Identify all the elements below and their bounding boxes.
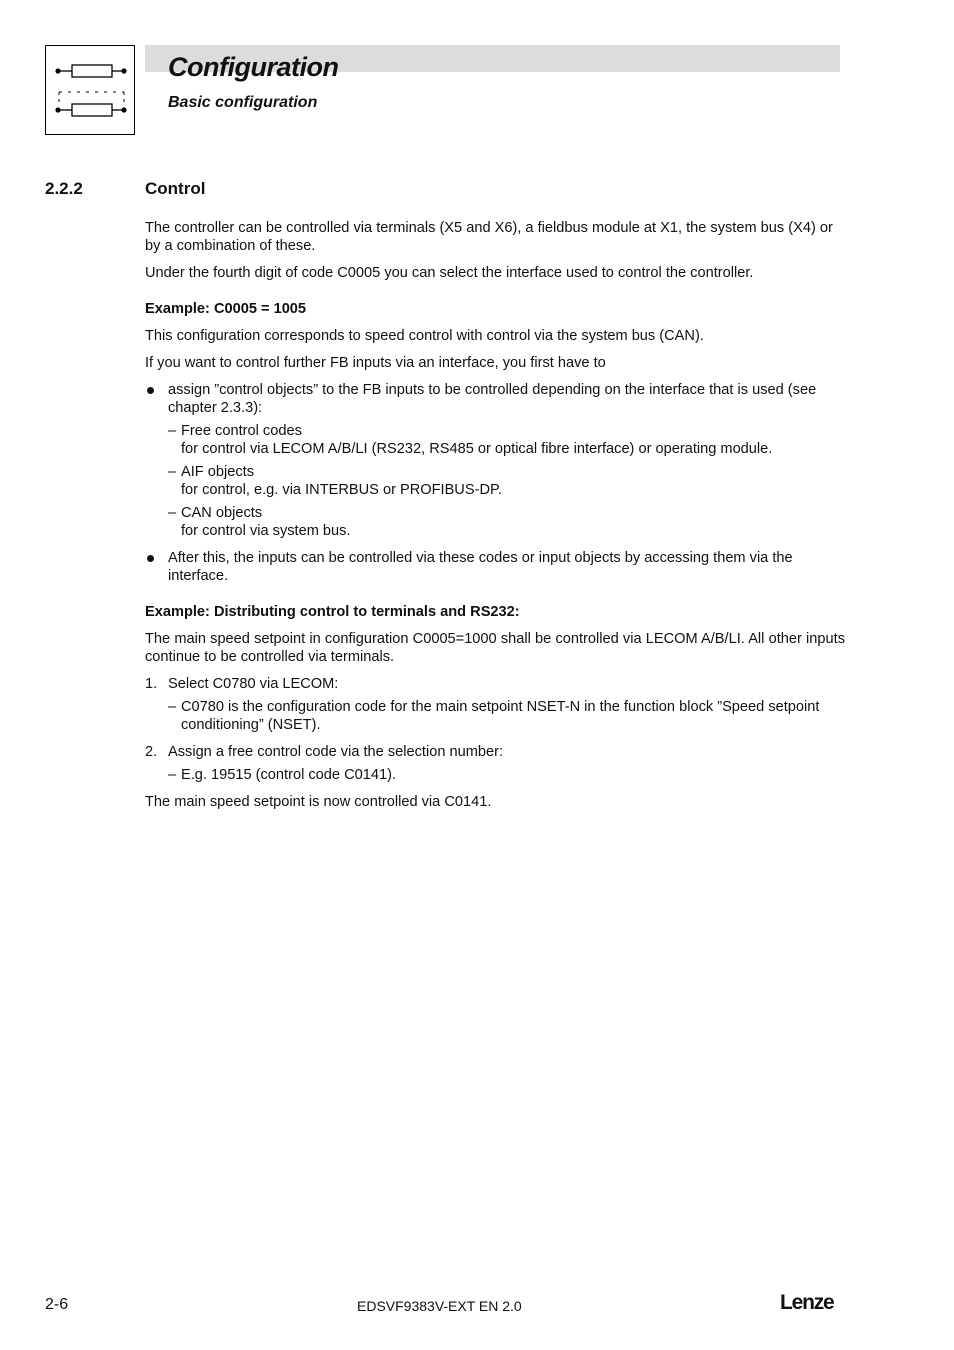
paragraph: The main speed setpoint is now controlled via C0141. xyxy=(145,794,492,810)
dash-item-desc: for control, e.g. via INTERBUS or PROFIBUS-DP. xyxy=(181,482,502,498)
page-subtitle: Basic configuration xyxy=(168,94,318,111)
paragraph: Under the fourth digit of code C0005 you can select the interface used to control the controller. xyxy=(145,265,754,281)
dash-item xyxy=(168,504,845,540)
page-number: 2-6 xyxy=(45,1296,69,1313)
paragraph: This configuration corresponds to speed control with control via the system bus (CAN). xyxy=(145,328,704,344)
dash-item-title: – CAN objects xyxy=(181,505,263,521)
dash-list xyxy=(168,766,845,784)
step-text: Assign a free control code via the selection number: xyxy=(168,744,504,760)
bullet-text: assign ”control objects” to the FB inputs to be controlled depending on the interface that is used (see chapter 2.3.3): xyxy=(168,382,817,416)
step-item xyxy=(145,743,845,784)
bullet-item xyxy=(145,549,845,585)
lenze-logo: Lenze xyxy=(780,1291,834,1314)
example-heading: Example: Distributing control to terminals and RS232: xyxy=(145,604,520,620)
dash-item-desc: for control via system bus. xyxy=(181,523,351,539)
section-number: 2.2.2 xyxy=(45,179,83,198)
step-number: 2. xyxy=(145,744,158,760)
step-number: 1. xyxy=(145,676,158,692)
page-title: Configuration xyxy=(168,52,339,82)
example-heading: Example: C0005 = 1005 xyxy=(145,301,307,317)
bullet-item xyxy=(145,381,845,540)
step-list xyxy=(145,675,845,784)
step-item xyxy=(145,675,845,734)
dash-item-title: – Free control codes xyxy=(181,423,302,439)
paragraph: The controller can be controlled via terminals (X5 and X6), a fieldbus module at X1, the system bus (X4) or by a combination of these. xyxy=(145,220,833,254)
dash-item xyxy=(168,422,845,458)
dash-list xyxy=(168,698,845,734)
dash-item: – C0780 is the configuration code for the main setpoint NSET-N in the function block ”Speed setpoint conditioning” (NSET). xyxy=(168,698,845,734)
document-id: EDSVF9383V-EXT EN 2.0 xyxy=(357,1298,522,1314)
bullet-list xyxy=(145,381,845,585)
dash-item-desc: for control via LECOM A/B/LI (RS232, RS485 or optical fibre interface) or operating module. xyxy=(181,441,773,457)
paragraph: If you want to control further FB inputs via an interface, you first have to xyxy=(145,355,606,371)
step-text: Select C0780 via LECOM: xyxy=(168,676,339,692)
dash-list xyxy=(168,422,845,540)
bullet-text: After this, the inputs can be controlled via these codes or input objects by accessing them via the interface. xyxy=(168,550,793,584)
section-title: Control xyxy=(145,179,206,198)
dash-item xyxy=(168,463,845,499)
dash-item-title: – AIF objects xyxy=(181,464,254,480)
circuit-icon xyxy=(46,46,134,134)
paragraph: The main speed setpoint in configuration C0005=1000 shall be controlled via LECOM A/B/LI. All other inputs continue to be controlled via terminals. xyxy=(145,631,845,665)
section-body xyxy=(145,219,845,820)
chapter-icon xyxy=(45,45,135,135)
dash-item: – E.g. 19515 (control code C0141). xyxy=(168,766,845,784)
